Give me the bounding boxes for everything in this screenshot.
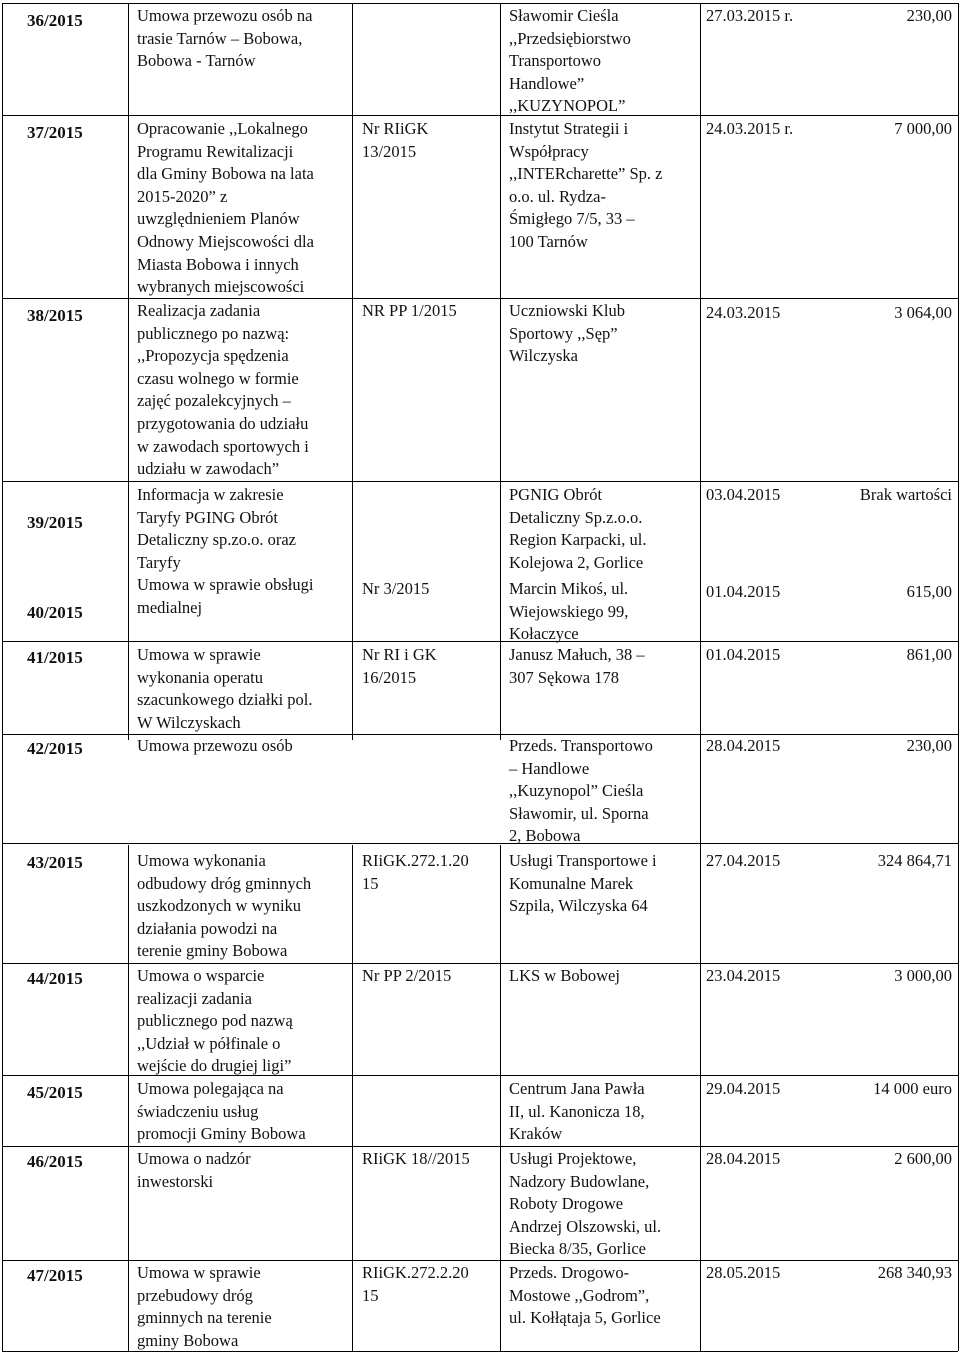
contract-amount: 3 000,00	[894, 966, 952, 985]
contract-number: 44/2015	[27, 969, 83, 988]
contractor-name: Przeds. Transportowo – Handlowe ,,Kuzynopol” Cieśla Sławomir, ul. Sporna 2, Bobowa	[509, 736, 653, 846]
contract-number: 38/2015	[27, 306, 83, 325]
column-border	[352, 845, 353, 1351]
contract-subject: Umowa przewozu osób na trasie Tarnów – Bobowa, Bobowa - Tarnów	[137, 6, 313, 71]
contractor-name: Uczniowski Klub Sportowy ,,Sęp” Wilczyska	[509, 301, 625, 366]
contract-date: 01.04.2015	[706, 645, 781, 664]
contract-reference: Nr RI i GK 16/2015	[362, 645, 437, 687]
contract-date: 24.03.2015	[706, 303, 781, 322]
contract-date: 28.05.2015	[706, 1263, 781, 1282]
contractor-name: Przeds. Drogowo- Mostowe ,,Godrom”, ul. Kołłątaja 5, Gorlice	[509, 1263, 661, 1328]
contractor-name: Usługi Transportowe i Komunalne Marek Szpila, Wilczyska 64	[509, 851, 657, 916]
row-border	[2, 641, 958, 642]
contract-reference: RIiGK 18//2015	[362, 1149, 470, 1168]
contract-subject: Realizacja zadania publicznego po nazwą: ,,Propozycja spędzenia czasu wolnego w formie zajęć pozalekcyjnych – przygotowania do udziału w zawodach sportowych i udziału w zawodach”	[137, 301, 309, 479]
contract-reference: NR PP 1/2015	[362, 301, 457, 320]
contract-reference: Nr 3/2015	[362, 579, 430, 598]
contract-date: 27.03.2015 r.	[706, 6, 794, 25]
row-border	[2, 3, 958, 4]
contract-amount: 615,00	[906, 582, 952, 601]
contract-reference: RIiGK.272.1.20 15	[362, 851, 469, 893]
contract-number: 46/2015	[27, 1152, 83, 1171]
column-border	[500, 845, 501, 1351]
column-border	[352, 3, 353, 740]
contract-date: 24.03.2015 r.	[706, 119, 794, 138]
contract-subject: Umowa w sprawie obsługi medialnej	[137, 575, 314, 617]
contractor-name: LKS w Bobowej	[509, 966, 620, 985]
contract-amount: 268 340,93	[877, 1263, 952, 1282]
contract-date: 28.04.2015	[706, 736, 781, 755]
column-border	[128, 3, 129, 740]
contract-subject: Umowa o wsparcie realizacji zadania publicznego pod nazwą ,,Udział w półfinale o wejście do drugiej ligi”	[137, 966, 293, 1076]
contract-subject: Informacja w zakresie Taryfy PGING Obrót Detaliczny sp.zo.o. oraz Taryfy	[137, 485, 296, 572]
contractor-name: Janusz Małuch, 38 – 307 Sękowa 178	[509, 645, 645, 687]
contractor-name: Centrum Jana Pawła II, ul. Kanonicza 18, Kraków	[509, 1079, 645, 1144]
contract-subject: Umowa w sprawie przebudowy dróg gminnych na terenie gminy Bobowa	[137, 1263, 272, 1350]
column-border	[958, 3, 959, 1351]
contract-number: 42/2015	[27, 739, 83, 758]
contract-subject: Umowa wykonania odbudowy dróg gminnych uszkodzonych w wyniku działania powodzi na terenie gminy Bobowa	[137, 851, 312, 961]
contract-amount: 230,00	[906, 6, 952, 25]
contract-reference: RIiGK.272.2.20 15	[362, 1263, 469, 1305]
contract-number: 45/2015	[27, 1083, 83, 1102]
row-border	[2, 963, 958, 964]
contract-date: 27.04.2015	[706, 851, 781, 870]
contract-date: 23.04.2015	[706, 966, 781, 985]
contract-date: 28.04.2015	[706, 1149, 781, 1168]
column-border	[128, 845, 129, 1351]
contract-subject: Umowa o nadzór inwestorski	[137, 1149, 251, 1191]
row-border	[2, 1146, 958, 1147]
contract-number: 47/2015	[27, 1266, 83, 1285]
row-border	[2, 843, 958, 844]
contract-amount: 230,00	[906, 736, 952, 755]
contractor-name: Sławomir Cieśla ,,Przedsiębiorstwo Transportowo Handlowe” ,,KUZYNOPOL”	[509, 6, 631, 116]
contract-reference: Nr RIiGK 13/2015	[362, 119, 429, 161]
contract-date: 29.04.2015	[706, 1079, 781, 1098]
contract-subject: Umowa polegająca na świadczeniu usług promocji Gminy Bobowa	[137, 1079, 306, 1144]
row-border	[2, 481, 958, 482]
contract-date: 01.04.2015	[706, 582, 781, 601]
contract-number: 41/2015	[27, 648, 83, 667]
contract-amount: 3 064,00	[894, 303, 952, 322]
row-border	[2, 115, 958, 116]
contractor-name: PGNIG Obrót Detaliczny Sp.z.o.o. Region Karpacki, ul. Kolejowa 2, Gorlice	[509, 485, 647, 572]
contract-amount: 324 864,71	[877, 851, 952, 870]
contract-subject: Umowa w sprawie wykonania operatu szacunkowego działki pol. W Wilczyskach	[137, 645, 313, 732]
contractor-name: Instytut Strategii i Współpracy ,,INTERcharette” Sp. z o.o. ul. Rydza- Śmigłego 7/5, 33 – 100 Tarnów	[509, 119, 663, 251]
contractor-name: Marcin Mikoś, ul. Wiejowskiego 99, Kołaczyce	[509, 579, 629, 644]
contract-subject: Umowa przewozu osób	[137, 736, 293, 755]
contract-amount: Brak wartości	[859, 485, 952, 504]
column-border	[500, 3, 501, 740]
contract-amount: 14 000 euro	[873, 1079, 952, 1098]
contractor-name: Usługi Projektowe, Nadzory Budowlane, Roboty Drogowe Andrzej Olszowski, ul. Biecka 8/35, Gorlice	[509, 1149, 662, 1259]
contract-reference: Nr PP 2/2015	[362, 966, 452, 985]
contract-number: 37/2015	[27, 123, 83, 142]
contract-subject: Opracowanie ,,Lokalnego Programu Rewitalizacji dla Gminy Bobowa na lata 2015-2020” z uwzględnieniem Planów Odnowy Miejscowości dla Miasta Bobowa i innych wybranych miejscowości	[137, 119, 314, 297]
column-border	[2, 3, 3, 1351]
contract-amount: 7 000,00	[894, 119, 952, 138]
row-border	[2, 1260, 958, 1261]
contract-number: 36/2015	[27, 11, 83, 30]
contract-number: 43/2015	[27, 853, 83, 872]
contract-number: 40/2015	[27, 603, 83, 622]
contract-amount: 2 600,00	[894, 1149, 952, 1168]
contract-number: 39/2015	[27, 513, 83, 532]
contract-date: 03.04.2015	[706, 485, 781, 504]
contract-amount: 861,00	[906, 645, 952, 664]
